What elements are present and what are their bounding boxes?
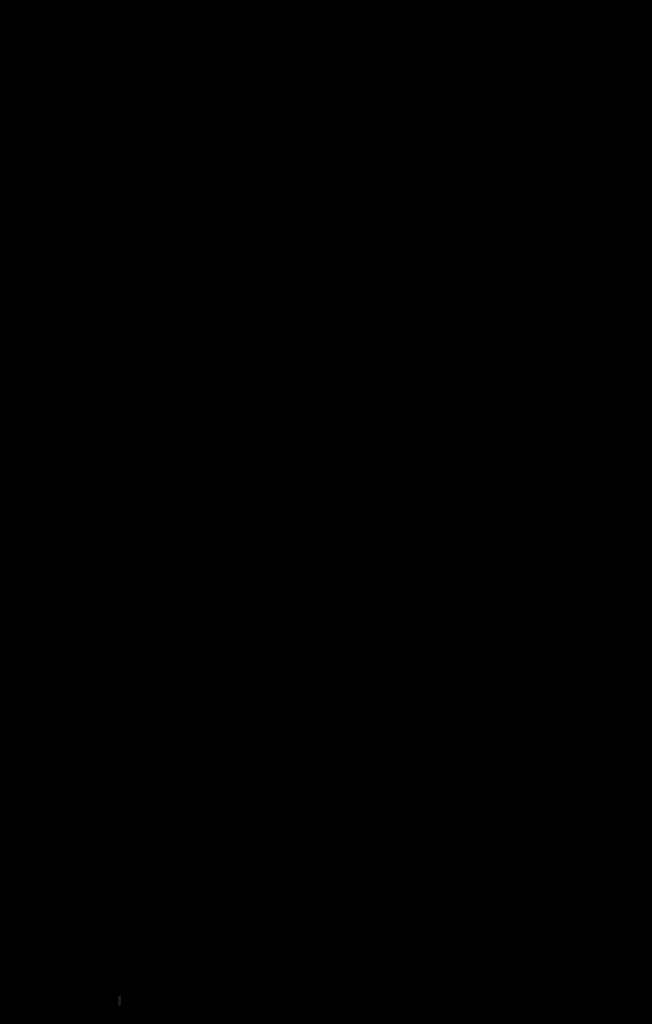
corner-mark [118, 996, 121, 1006]
body-text [108, 132, 580, 932]
